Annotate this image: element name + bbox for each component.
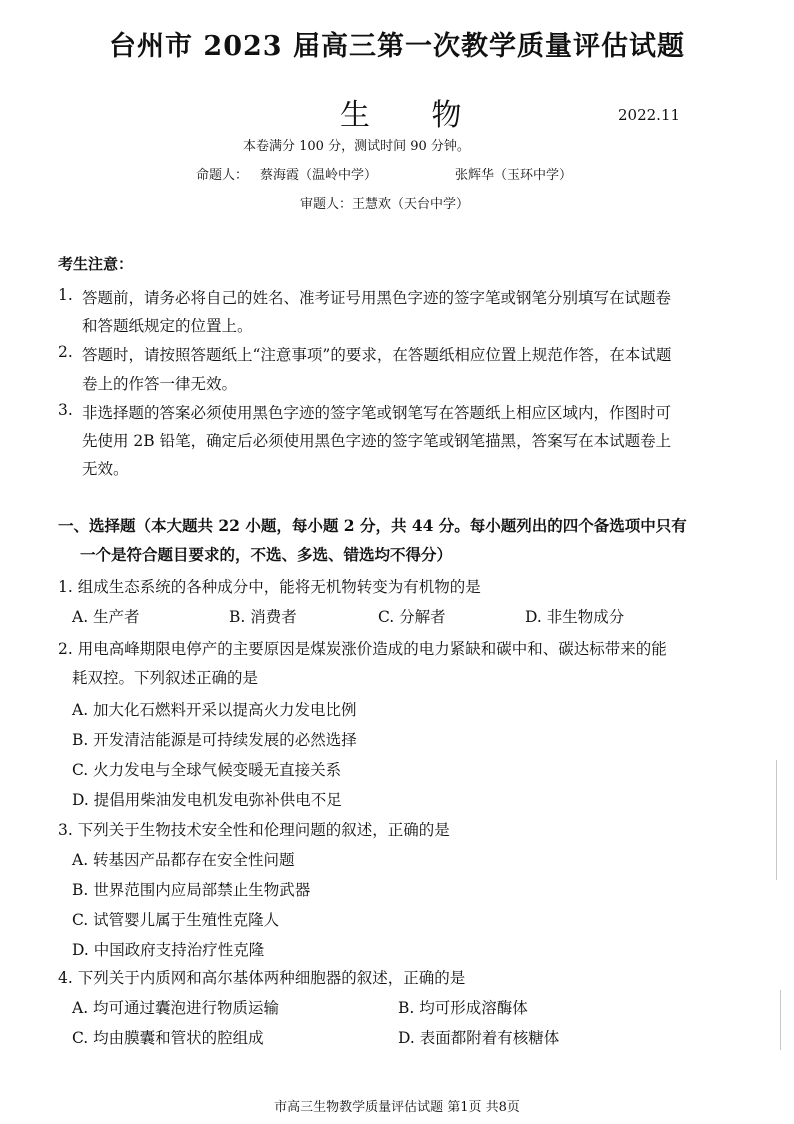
exam-date: 2022.11 (618, 106, 681, 124)
question-3-option-b: B. 世界范围内应局部禁止生物武器 (72, 881, 311, 899)
note-3-line-2: 先使用 2B 铅笔，确定后必须使用黑色字迹的签字笔或钢笔描黑，答案写在本试题卷上 (82, 432, 672, 450)
exam-info: 本卷满分 100 分，测试时间 90 分钟。 (243, 139, 470, 154)
note-1-number: 1. (58, 286, 73, 304)
question-1-option-b: B. 消费者 (229, 608, 297, 626)
exam-title: 台州市 2023 届高三第一次教学质量评估试题 (109, 31, 685, 62)
note-2-line-2: 卷上的作答一律无效。 (82, 375, 238, 393)
note-1-line-1: 答题前，请务必将自己的姓名、准考证号用黑色字迹的签字笔或钢笔分别填写在试题卷 (82, 289, 672, 307)
scan-artifact (780, 990, 781, 1050)
question-2-option-a: A. 加大化石燃料开采以提高火力发电比例 (72, 701, 357, 719)
note-2-number: 2. (58, 343, 73, 361)
section-1-heading-line-2: 一个是符合题目要求的，不选、多选、错选均不得分） (80, 545, 453, 564)
question-4-option-b: B. 均可形成溶酶体 (398, 999, 528, 1017)
question-3-option-d: D. 中国政府支持治疗性克隆 (72, 941, 265, 959)
section-1-heading-line-1: 一、选择题（本大题共 22 小题，每小题 2 分，共 44 分。每小题列出的四个备选项中只有 (58, 516, 687, 535)
note-1-line-2: 和答题纸规定的位置上。 (82, 317, 253, 335)
page-footer: 市高三生物教学质量评估试题 第1页 共8页 (274, 1100, 520, 1115)
note-2-line-1: 答题时，请按照答题纸上“注意事项”的要求，在答题纸相应位置上规范作答，在本试题 (82, 346, 672, 364)
note-3-number: 3. (58, 401, 73, 419)
question-1-option-d: D. 非生物成分 (525, 608, 625, 626)
authors-label: 命题人： (196, 168, 249, 183)
reviewer: 审题人：王慧欢（天台中学） (300, 197, 470, 212)
question-3-stem: 3. 下列关于生物技术安全性和伦理问题的叙述，正确的是 (58, 821, 450, 839)
notes-title: 考生注意： (58, 255, 134, 273)
author-2: 张辉华（玉环中学） (455, 168, 573, 183)
note-3-line-1: 非选择题的答案必须使用黑色字迹的签字笔或钢笔写在答题纸上相应区域内，作图时可 (82, 404, 672, 422)
question-3-option-a: A. 转基因产品都存在安全性问题 (72, 851, 295, 869)
question-4-option-a: A. 均可通过囊泡进行物质运输 (72, 999, 280, 1017)
scan-artifact (776, 760, 777, 880)
question-2-option-d: D. 提倡用柴油发电机发电弥补供电不足 (72, 791, 342, 809)
note-3-line-3: 无效。 (82, 460, 129, 478)
question-2-option-c: C. 火力发电与全球气候变暖无直接关系 (72, 761, 342, 779)
subject-title: 生 物 (340, 98, 488, 133)
question-2-stem-line-1: 2. 用电高峰期限电停产的主要原因是煤炭涨价造成的电力紧缺和碳中和、碳达标带来的能 (58, 640, 667, 658)
question-1-option-c: C. 分解者 (378, 608, 446, 626)
question-4-option-c: C. 均由膜囊和管状的腔组成 (72, 1029, 264, 1047)
question-2-stem-line-2: 耗双控。下列叙述正确的是 (72, 669, 259, 687)
question-2-option-b: B. 开发清洁能源是可持续发展的必然选择 (72, 731, 357, 749)
author-1: 蔡海霞（温岭中学） (260, 168, 378, 183)
question-4-option-d: D. 表面都附着有核糖体 (398, 1029, 560, 1047)
question-1-stem: 1. 组成生态系统的各种成分中，能将无机物转变为有机物的是 (58, 578, 481, 596)
question-1-option-a: A. 生产者 (72, 608, 140, 626)
question-3-option-c: C. 试管婴儿属于生殖性克隆人 (72, 911, 280, 929)
question-4-stem: 4. 下列关于内质网和高尔基体两种细胞器的叙述，正确的是 (58, 969, 466, 987)
